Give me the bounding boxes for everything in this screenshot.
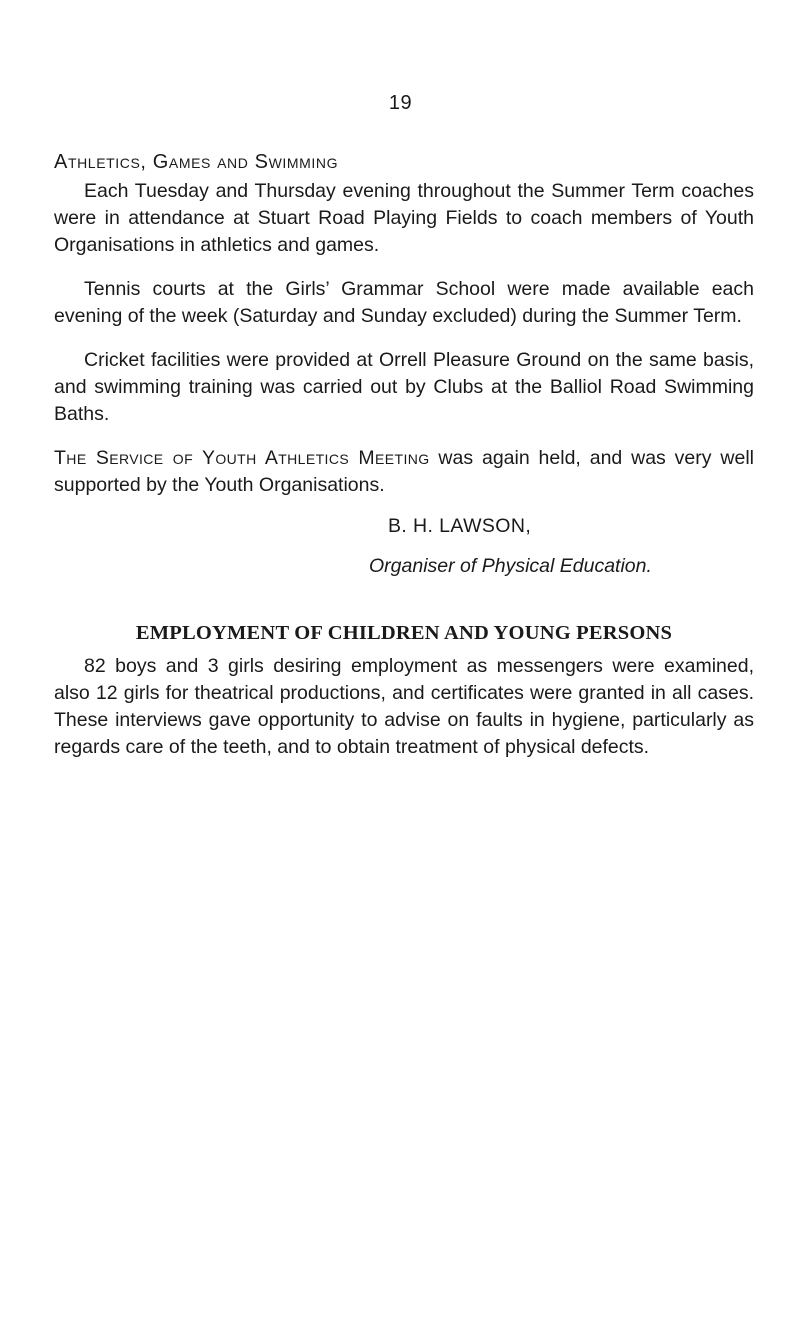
employment-heading: EMPLOYMENT OF CHILDREN AND YOUNG PERSONS bbox=[135, 622, 673, 644]
signature-title: Organiser of Physical Education. bbox=[369, 555, 652, 577]
signature-name: B. H. LAWSON, bbox=[388, 515, 532, 537]
page-number: 19 bbox=[388, 92, 413, 114]
service-meeting-title: The Service of Youth Athletics Meeting bbox=[54, 447, 430, 469]
page-content bbox=[54, 149, 754, 761]
paragraph-tennis: Tennis courts at the Girls’ Grammar School were made available each evening of the week (Saturday and Sunday excluded) during the Summer Term. bbox=[54, 278, 754, 327]
athletics-heading: Athletics, Games and Swimming bbox=[54, 151, 339, 173]
paragraph-cricket-swimming: Cricket facilities were provided at Orrell Pleasure Ground on the same basis, and swimming training was carried out by Clubs at the Balliol Road Swimming Baths. bbox=[54, 349, 754, 425]
paragraph-coaching: Each Tuesday and Thursday evening throughout the Summer Term coaches were in attendance at Stuart Road Playing Fields to coach members of Youth Organisations in athletics and games. bbox=[54, 180, 754, 256]
paragraph-employment: 82 boys and 3 girls desiring employment as messengers were examined, also 12 girls for theatrical productions, and certificates were granted in all cases. These interviews gave opportunity to advise on faults in hygiene, particularly as regards care of the teeth, and to obtain treatment of physical defects. bbox=[54, 655, 754, 758]
paragraph-service-meeting bbox=[54, 445, 754, 499]
service-meeting-text: was again held, and was very well supported by the Youth Organisations. bbox=[54, 447, 754, 496]
